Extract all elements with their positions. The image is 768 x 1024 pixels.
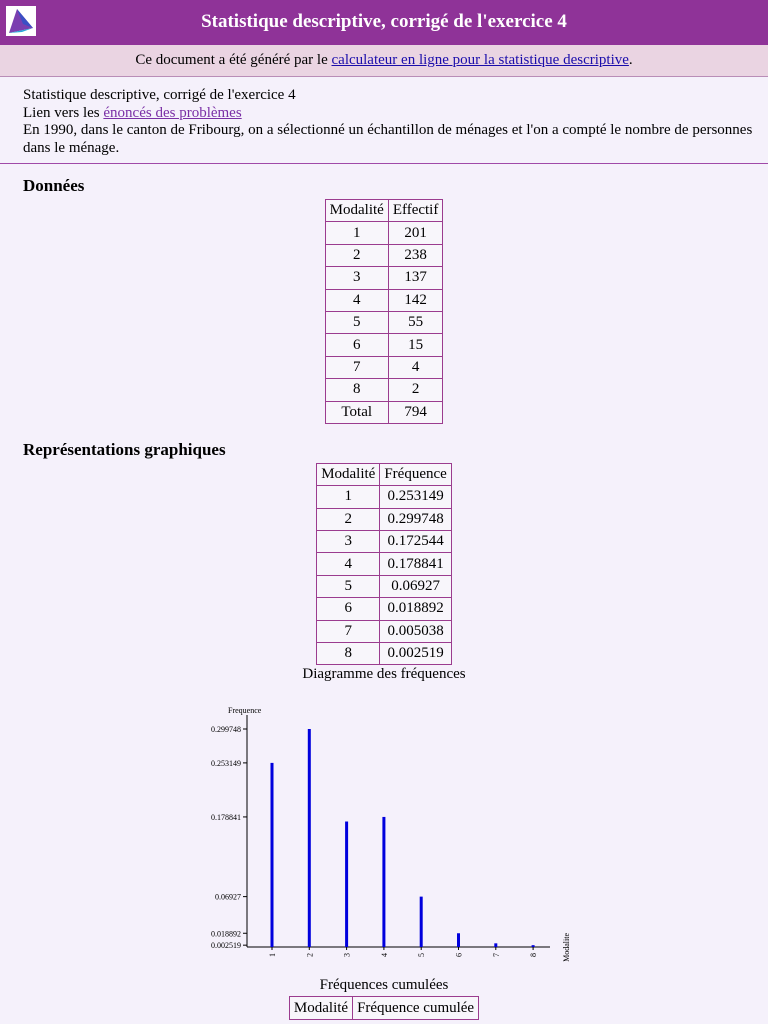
cell-effectif: 2 <box>388 379 443 401</box>
y-axis-label: Frequence <box>228 706 262 716</box>
column-header-modalite: Modalité <box>317 463 380 485</box>
cell-modalite: 4 <box>325 289 388 311</box>
table-row <box>317 486 452 508</box>
cell-modalite: 3 <box>317 531 380 553</box>
cell-frequence: 0.06927 <box>380 575 451 597</box>
y-tick-label: 0.002519 <box>211 941 241 951</box>
calculator-link[interactable]: calculateur en ligne pour la statistique descriptive <box>331 52 629 68</box>
bar <box>457 934 460 948</box>
cell-frequence: 0.005038 <box>380 620 451 642</box>
cell-effectif: 137 <box>388 267 443 289</box>
y-tick-label: 0.178841 <box>211 813 241 823</box>
table-row <box>317 643 452 665</box>
bar <box>382 817 385 947</box>
intro-section <box>0 77 768 164</box>
cell-modalite: 5 <box>325 311 388 333</box>
donnees-table <box>325 199 444 424</box>
table-header-row <box>317 463 452 485</box>
problems-link[interactable]: énoncés des problèmes <box>103 104 242 121</box>
frequences-table <box>316 463 452 666</box>
cell-modalite: 1 <box>317 486 380 508</box>
intro-title: Statistique descriptive, corrigé de l'exercice 4 <box>23 87 296 103</box>
cumul-title: Fréquences cumulées <box>319 977 449 994</box>
table-row <box>325 334 443 356</box>
table-row <box>325 379 443 401</box>
bar <box>420 897 423 947</box>
table-row <box>325 356 443 378</box>
cell-frequence: 0.018892 <box>380 598 451 620</box>
x-tick-label: 5 <box>417 953 427 958</box>
y-tick-label: 0.018892 <box>211 929 241 939</box>
graphiques-heading: Représentations graphiques <box>23 439 226 459</box>
cell-effectif: 142 <box>388 289 443 311</box>
generator-banner <box>0 45 768 77</box>
cell-frequence: 0.002519 <box>380 643 451 665</box>
cumul-table-wrap <box>0 996 768 1019</box>
x-tick-label: 4 <box>379 953 389 958</box>
cell-modalite: 8 <box>317 643 380 665</box>
cell-effectif: 15 <box>388 334 443 356</box>
bar <box>494 944 497 948</box>
cell-modalite: 3 <box>325 267 388 289</box>
table-row <box>317 553 452 575</box>
cell-modalite: 7 <box>325 356 388 378</box>
table-header-row <box>325 200 443 222</box>
table-row <box>317 508 452 530</box>
cell-modalite: Total <box>325 401 388 423</box>
column-header-frequence: Fréquence <box>380 463 451 485</box>
cell-frequence: 0.172544 <box>380 531 451 553</box>
cell-modalite: 2 <box>325 244 388 266</box>
cell-modalite: 2 <box>317 508 380 530</box>
cell-modalite: 1 <box>325 222 388 244</box>
cell-effectif: 238 <box>388 244 443 266</box>
x-tick-label: 2 <box>305 953 315 958</box>
bar <box>532 946 535 948</box>
x-tick-label: 3 <box>342 953 352 958</box>
column-header-modalite: Modalité <box>325 200 388 222</box>
bar <box>271 763 274 947</box>
table-row <box>325 311 443 333</box>
cell-frequence: 0.299748 <box>380 508 451 530</box>
column-header-modalite: Modalité <box>289 997 352 1019</box>
table-row <box>317 575 452 597</box>
cell-modalite: 6 <box>317 598 380 620</box>
table-header-row <box>289 997 478 1019</box>
table-row <box>317 598 452 620</box>
x-tick-label: 7 <box>491 953 501 958</box>
cell-frequence: 0.253149 <box>380 486 451 508</box>
x-tick-label: 1 <box>268 953 277 958</box>
banner-suffix: . <box>628 52 633 68</box>
cumul-table <box>289 996 479 1019</box>
x-axis-label: Modalite <box>562 933 571 963</box>
cell-modalite: 7 <box>317 620 380 642</box>
problems-link-line <box>23 105 756 123</box>
x-tick-label: 8 <box>529 953 539 958</box>
cell-modalite: 6 <box>325 334 388 356</box>
table-row <box>325 244 443 266</box>
column-header-frequence-cumulee: Fréquence cumulée <box>353 997 479 1019</box>
cell-effectif: 794 <box>388 401 443 423</box>
donnees-table-wrap <box>0 199 768 424</box>
table-row <box>325 289 443 311</box>
donnees-heading: Données <box>23 176 85 195</box>
y-tick-label: 0.253149 <box>211 759 241 769</box>
cell-effectif: 201 <box>388 222 443 244</box>
table-row <box>317 531 452 553</box>
bar <box>308 729 311 947</box>
table-row <box>325 222 443 244</box>
y-tick-label: 0.06927 <box>215 893 241 903</box>
chart-title: Diagramme des fréquences <box>302 666 466 683</box>
table-row <box>325 267 443 289</box>
site-logo-icon[interactable] <box>6 6 36 36</box>
table-row <box>325 401 443 423</box>
y-tick-label: 0.299748 <box>211 725 241 735</box>
frequences-table-wrap <box>0 463 768 666</box>
cell-modalite: 5 <box>317 575 380 597</box>
intro-text: En 1990, dans le canton de Fribourg, on a sélectionné un échantillon de ménages et l'on a compté le nombre de personnes dans le ménage. <box>23 122 753 156</box>
banner-prefix: Ce document a été généré par le <box>135 52 332 68</box>
cell-effectif: 4 <box>388 356 443 378</box>
cell-modalite: 8 <box>325 379 388 401</box>
cell-modalite: 4 <box>317 553 380 575</box>
page-title: Statistique descriptive, corrigé de l'exercice 4 <box>201 11 567 32</box>
frequency-chart <box>0 683 768 973</box>
cell-effectif: 55 <box>388 311 443 333</box>
page-header <box>0 0 768 45</box>
cell-frequence: 0.178841 <box>380 553 451 575</box>
problems-link-prefix: Lien vers les <box>23 104 104 121</box>
x-tick-label: 6 <box>454 953 464 958</box>
bar <box>345 822 348 947</box>
column-header-effectif: Effectif <box>388 200 443 222</box>
table-row <box>317 620 452 642</box>
